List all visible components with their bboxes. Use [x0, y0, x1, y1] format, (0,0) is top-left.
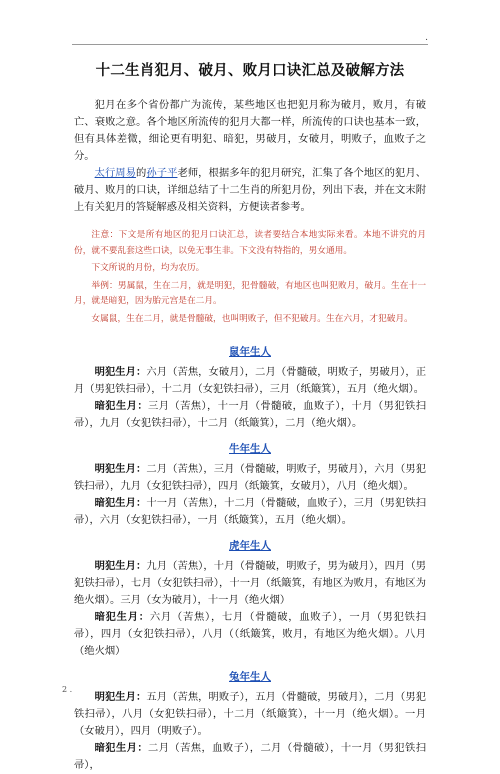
- entry-label: 暗犯生月：: [94, 400, 149, 412]
- entry-text: 二月（苦焦），三月（骨髓破，明败子，男破月），六月（男犯铁扫帚），九月（女犯铁扫帚），四月（纸簸箕，女破月），八月（绝火烟）。: [74, 463, 427, 492]
- author-paragraph: [74, 165, 426, 216]
- footer-marks: 2 .: [62, 685, 73, 694]
- entry-overt: [74, 689, 426, 740]
- entry-text: 二月（苦焦，血败子），二月（骨髓破），十一月（男犯铁扫帚），: [74, 742, 426, 771]
- entry-text: 九月（苦焦），十月（骨髓破，明败子，男为破月），四月（男犯铁扫帚），七月（女犯铁扫帚），十一月（纸簸箕，有地区为败月，有地区为绝火烟）。三月（女为破月），十一月（绝火烟）: [74, 560, 427, 606]
- entry-covert: [74, 398, 426, 432]
- entry-label: 暗犯生月：: [94, 497, 147, 509]
- note-item: 注意：下文是所有地区的犯月口诀汇总，读者要结合本地实际来看。本地不讲究的月份，就不要乱套这些口诀，以免无事生非。下文没有特指的，男女通用。: [74, 230, 426, 256]
- section-title-rat[interactable]: 鼠年生人: [229, 346, 271, 358]
- entry-label: 明犯生月：: [94, 463, 147, 475]
- intro-paragraph: 犯月在多个省份都广为流传，某些地区也把犯月称为破月，败月，有破亡、衰败之意。各个地区所流传的犯月大都一样，所流传的口诀也基本一致，但有具体差微，细论更有明犯、暗犯，男破月，女破月，明败子，血败子之分。: [74, 99, 426, 162]
- document-body: [74, 61, 426, 774]
- entry-label: 明犯生月：: [94, 366, 147, 378]
- entry-text: 六月（苦焦），七月（骨髓破，血败子），一月（男犯铁扫帚），四月（女犯铁扫帚），八月（（纸簸箕，败月，有地区为绝火烟）。八月（绝火烟）: [74, 611, 426, 657]
- entry-label: 明犯生月：: [94, 560, 147, 572]
- entry-text: 十一月（苦焦），十二月（骨髓破，血败子），三月（男犯铁扫帚），六月（女犯铁扫帚），一月（纸簸箕），五月（绝火烟）。: [74, 497, 427, 526]
- section-title-ox[interactable]: 牛年生人: [229, 443, 271, 455]
- entry-covert: [74, 495, 426, 529]
- taihang-zhouyi-link[interactable]: 太行周易: [94, 167, 137, 179]
- entry-text: 三月（苦焦），十一月（骨髓破，血败子），十月（男犯铁扫帚），九月（女犯铁扫帚），十二月（纸簸箕），二月（绝火烟）。: [74, 400, 426, 429]
- page-title: 十二生肖犯月、破月、败月口诀汇总及破解方法: [95, 62, 405, 79]
- entry-label: 明犯生月：: [94, 691, 147, 703]
- notes-block: [74, 228, 426, 327]
- entry-overt: [74, 558, 426, 609]
- entry-text: 六月（苦焦，女破月），二月（骨髓破，明败子，男破月），正月（男犯铁扫帚），十二月（女犯铁扫帚），三月（纸簸箕），五月（绝火烟）。: [74, 366, 427, 395]
- author-paragraph-text: 老师，根据多年的犯月研究，汇集了各个地区的犯月、破月、败月的口诀，详细总结了十二生肖的所犯月份，列出下表，并在文末附上有关犯月的答疑解惑及相关资料，方便读者参考。: [74, 167, 427, 213]
- header-rule: [72, 44, 428, 45]
- header-corner-mark: .: [425, 33, 428, 43]
- section-title-rabbit[interactable]: 兔年生人: [229, 671, 271, 683]
- entry-label: 暗犯生月：: [94, 742, 149, 754]
- note-item: 女属鼠，生在二月，就是骨髓破，也叫明败子，但不犯破月。生在六月，才犯破月。: [91, 313, 413, 324]
- entry-label: 暗犯生月：: [94, 611, 150, 623]
- entry-overt: [74, 461, 426, 495]
- note-item: 下文所说的月份，均为农历。: [91, 263, 205, 273]
- section-title-tiger[interactable]: 虎年生人: [229, 540, 271, 552]
- entry-covert: [74, 740, 426, 774]
- entry-text: 五月（苦焦，明败子），五月（骨髓破，男破月），二月（男犯铁扫帚），八月（女犯铁扫帚），十二月（纸簸箕），十一月（绝火烟）。一月（女破月），四月（明败子）。: [74, 691, 427, 737]
- entry-covert: [74, 609, 426, 660]
- entry-overt: [74, 364, 426, 398]
- sun-ziping-link[interactable]: 孙子平: [146, 167, 178, 179]
- zodiac-sections: [74, 345, 426, 774]
- note-item: 举例：男属鼠，生在二月，就是明犯，犯骨髓破，有地区也叫犯败月，破月。生在十一月，就是暗犯，因为胎元宫是在二月。: [74, 280, 426, 306]
- author-connector: 的: [136, 167, 147, 179]
